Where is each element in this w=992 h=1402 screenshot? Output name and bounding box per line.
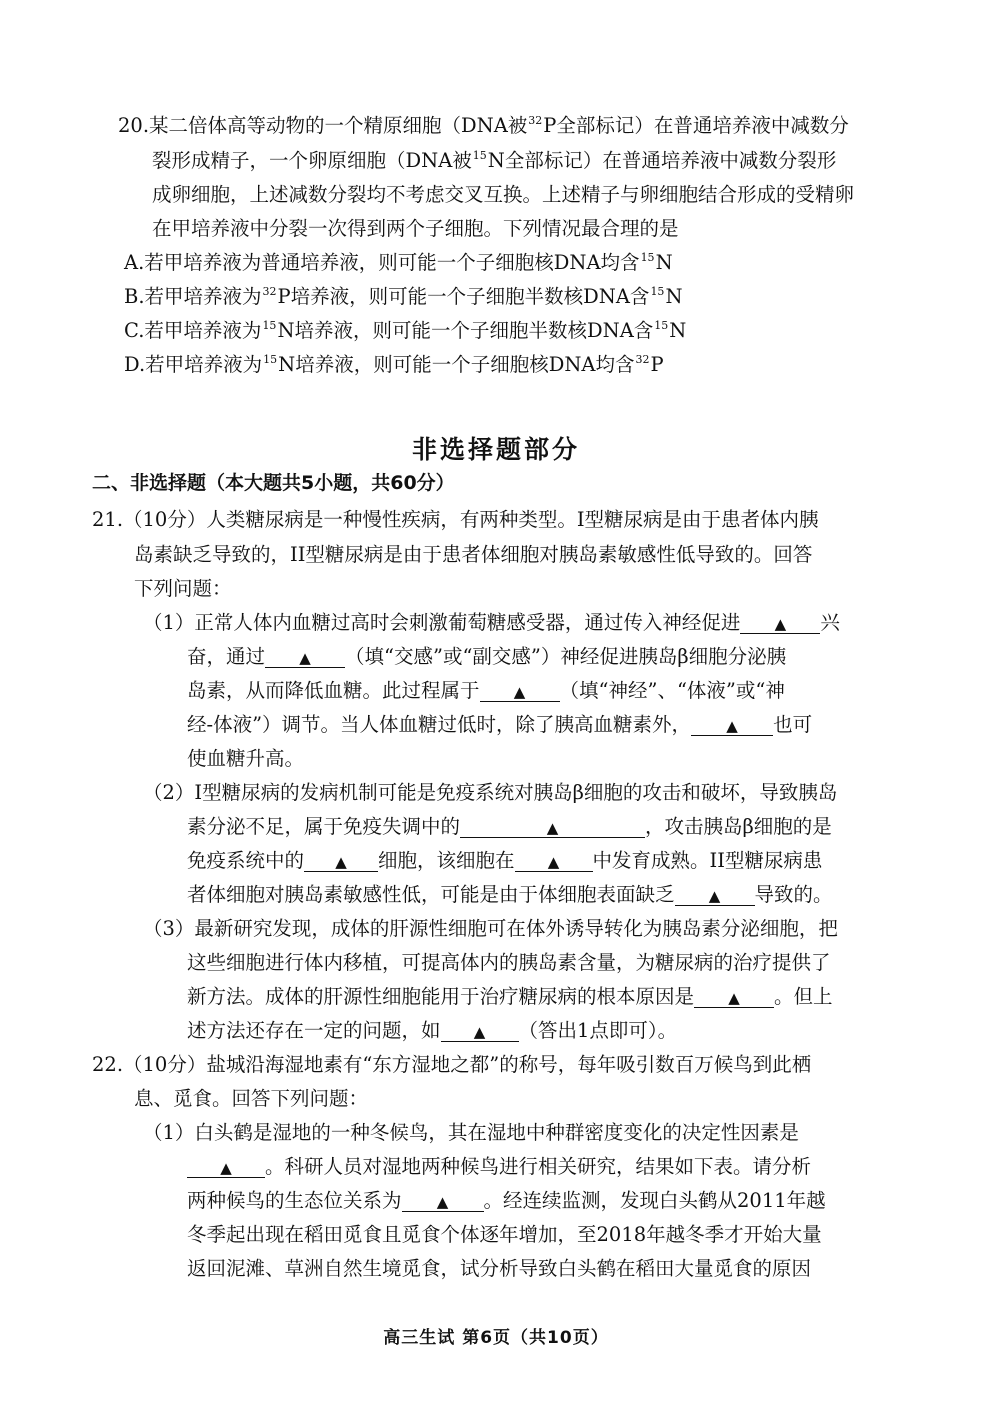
q21-line2: 岛素缺乏导致的，II型糖尿病是由于患者体细胞对胰岛素敏感性低导致的。回答 xyxy=(134,543,813,566)
q20-line4: 在甲培养液中分裂一次得到两个子细胞。下列情况最合理的是 xyxy=(152,217,679,240)
answer-blank[interactable]: ▲ xyxy=(480,681,560,702)
answer-blank[interactable]: ▲ xyxy=(691,715,773,736)
q21-p2-line3: 免疫系统中的 ▲ 细胞，该细胞在 ▲ 中发育成熟。II型糖尿病患 xyxy=(187,849,823,872)
page-footer: 高三生试 第6页（共10页） xyxy=(383,1328,609,1348)
q20-option-c: C.若甲培养液为$^{15}$N培养液，则可能一个子细胞半数核DNA含$^{15}$N xyxy=(124,319,687,342)
q21-p1-line3: 岛素，从而降低血糖。此过程属于 ▲ （填“神经”、“体液”或“神 xyxy=(187,679,785,702)
q21-p1-line5: 使血糖升高。 xyxy=(187,747,305,770)
section-title: 非选择题部分 xyxy=(411,435,580,464)
q21-p2-line4: 者体细胞对胰岛素敏感性低，可能是由于体细胞表面缺乏 ▲ 导致的。 xyxy=(187,883,833,906)
q20-line3: 成卵细胞，上述减数分裂均不考虑交叉互换。上述精子与卵细胞结合形成的受精卵 xyxy=(152,183,855,206)
q22-p1-line3: 两种候鸟的生态位关系为 ▲ 。经连续监测，发现白头鹤从2011年越 xyxy=(187,1189,826,1212)
answer-blank[interactable]: ▲ xyxy=(441,1021,519,1042)
part2-heading: 二、非选择题（本大题共5小题，共60分） xyxy=(92,472,455,494)
answer-blank[interactable]: ▲ xyxy=(694,987,774,1008)
q21-p3-line2: 这些细胞进行体内移植，可提高体内的胰岛素含量，为糖尿病的治疗提供了 xyxy=(187,951,831,974)
answer-blank[interactable]: ▲ xyxy=(515,851,593,872)
q22-p1-line5: 返回泥滩、草洲自然生境觅食，试分析导致白头鹤在稻田大量觅食的原因 xyxy=(187,1257,812,1280)
answer-blank[interactable]: ▲ xyxy=(304,851,378,872)
answer-blank[interactable]: ▲ xyxy=(402,1191,484,1212)
q21-line3: 下列问题： xyxy=(134,577,232,600)
answer-blank[interactable]: ▲ xyxy=(265,647,345,668)
q21-line1: 21.（10分）人类糖尿病是一种慢性疾病，有两种类型。I型糖尿病是由于患者体内胰 xyxy=(92,508,819,531)
answer-blank[interactable]: ▲ xyxy=(187,1157,265,1178)
q20-line1: 20.某二倍体高等动物的一个精原细胞（DNA被$^{32}$P全部标记）在普通培养液中减数分 xyxy=(118,114,849,137)
q21-p2-line1: （2）I型糖尿病的发病机制可能是免疫系统对胰岛β细胞的攻击和破坏，导致胰岛 xyxy=(143,781,838,804)
q21-p3-line3: 新方法。成体的肝源性细胞能用于治疗糖尿病的根本原因是 ▲ 。但上 xyxy=(187,985,833,1008)
q21-p1-line4: 经-体液”）调节。当人体血糖过低时，除了胰高血糖素外， ▲ 也可 xyxy=(187,713,813,736)
answer-blank[interactable]: ▲ xyxy=(460,817,645,838)
answer-blank[interactable]: ▲ xyxy=(675,885,755,906)
answer-blank[interactable]: ▲ xyxy=(740,613,820,634)
q22-line1: 22.（10分）盐城沿海湿地素有“东方湿地之都”的称号，每年吸引数百万候鸟到此栖 xyxy=(92,1053,812,1076)
q22-p1-line2: ▲ 。科研人员对湿地两种候鸟进行相关研究，结果如下表。请分析 xyxy=(187,1157,811,1178)
q21-p3-line1: （3）最新研究发现，成体的肝源性细胞可在体外诱导转化为胰岛素分泌细胞，把 xyxy=(143,917,838,940)
q21-p2-line2: 素分泌不足，属于免疫失调中的 ▲ ，攻击胰岛β细胞的是 xyxy=(187,815,832,838)
q21-p1-line2: 奋，通过 ▲ （填“交感”或“副交感”）神经促进胰岛β细胞分泌胰 xyxy=(187,645,787,668)
q20-option-a: A.若甲培养液为普通培养液，则可能一个子细胞核DNA均含$^{15}$N xyxy=(124,251,673,274)
q22-p1-line4: 冬季起出现在稻田觅食且觅食个体逐年增加，至2018年越冬季才开始大量 xyxy=(187,1223,822,1246)
q21-p1-line1: （1）正常人体内血糖过高时会刺激葡萄糖感受器，通过传入神经促进 ▲ 兴 xyxy=(143,611,840,634)
q22-p1-line1: （1）白头鹤是湿地的一种冬候鸟，其在湿地中种群密度变化的决定性因素是 xyxy=(143,1121,799,1144)
q21-p3-line4: 述方法还存在一定的问题，如 ▲ （答出1点即可）。 xyxy=(187,1019,678,1042)
q20-line2: 裂形成精子，一个卵原细胞（DNA被$^{15}$N全部标记）在普通培养液中减数分裂形 xyxy=(152,149,837,172)
q20-option-b: B.若甲培养液为$^{32}$P培养液，则可能一个子细胞半数核DNA含$^{15}$N xyxy=(124,285,683,308)
q20-option-d: D.若甲培养液为$^{15}$N培养液，则可能一个子细胞核DNA均含$^{32}$P xyxy=(124,353,664,376)
q22-line2: 息、觅食。回答下列问题： xyxy=(134,1087,369,1110)
